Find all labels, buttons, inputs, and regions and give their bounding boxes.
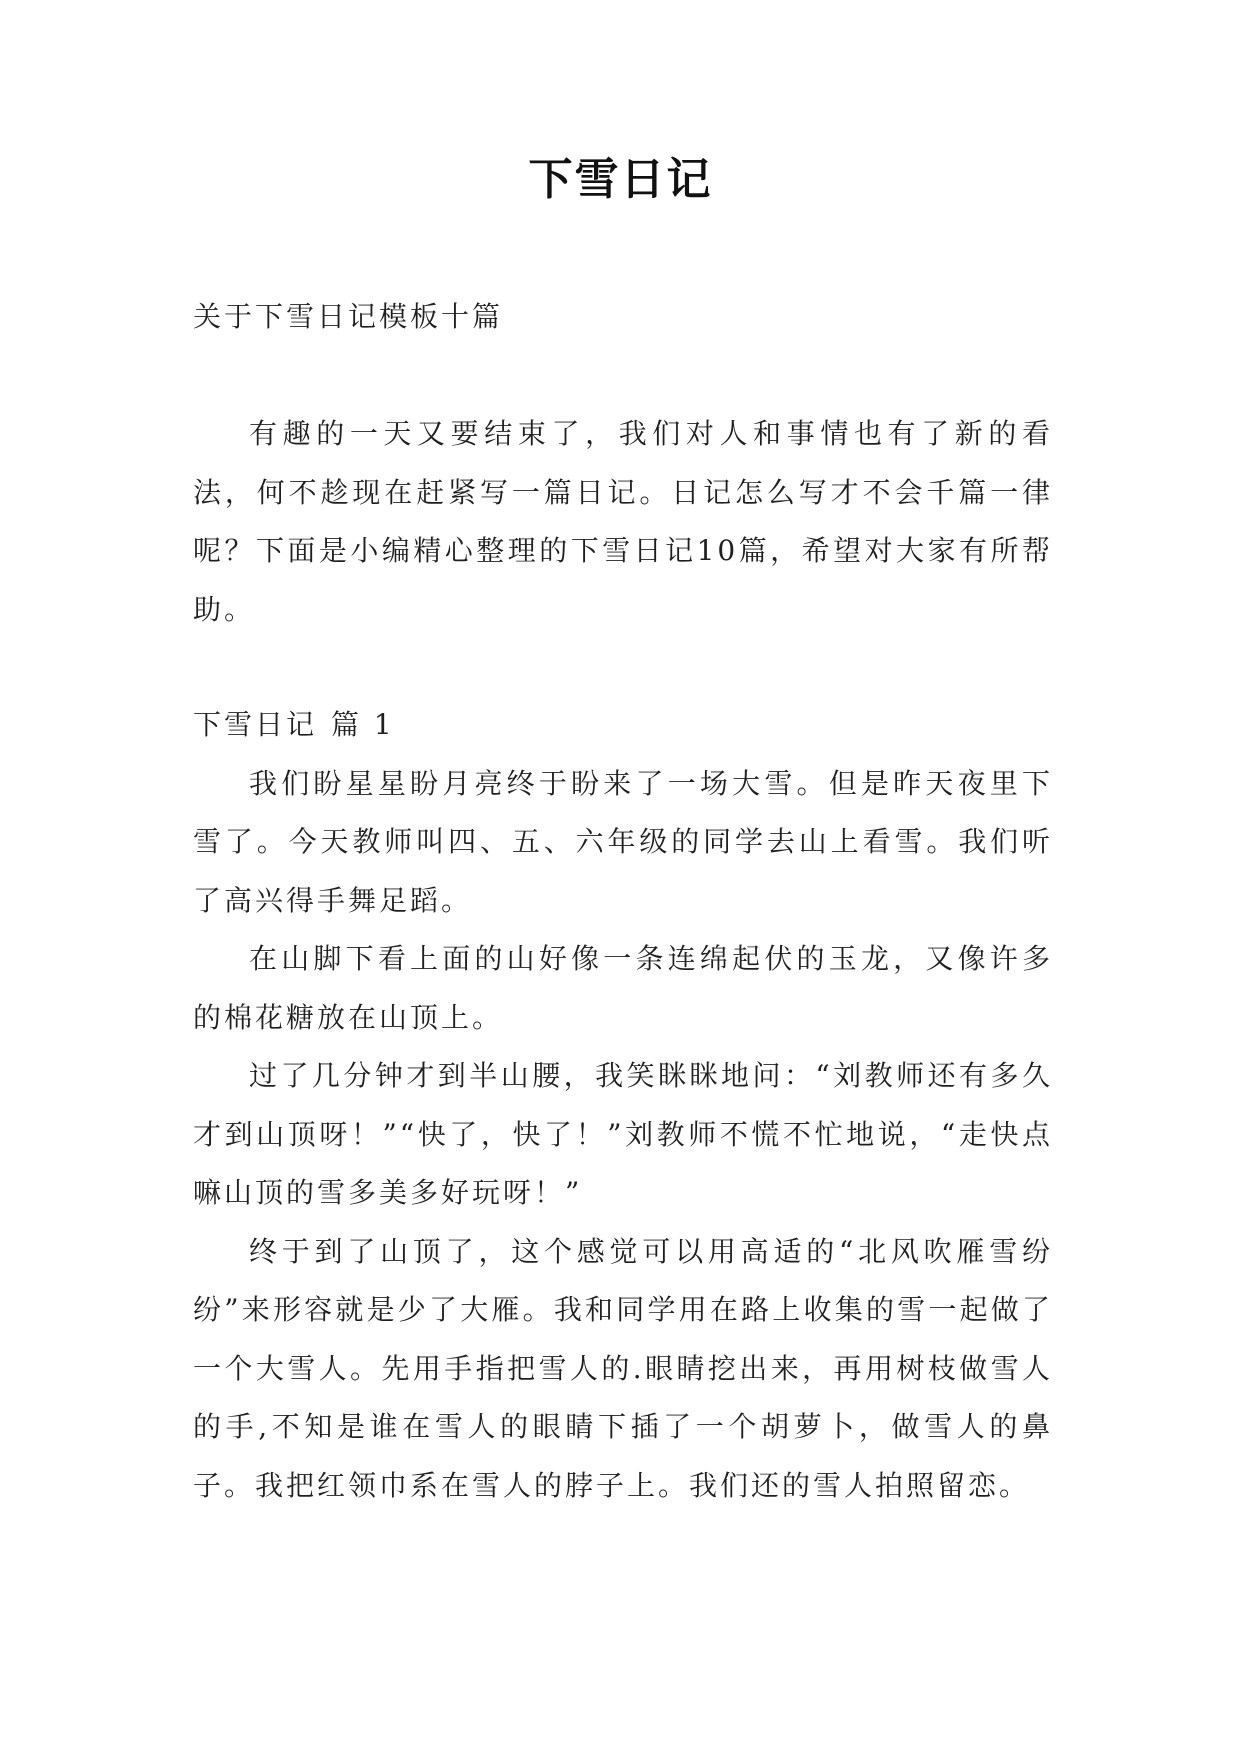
section-heading-number: 篇 1 <box>331 708 395 741</box>
section-paragraph: 我们盼星星盼月亮终于盼来了一场大雪。但是昨天夜里下雪了。今天教师叫四、五、六年级的同学去山上看雪。我们听了高兴得手舞足蹈。 <box>193 766 1053 917</box>
diary-section-1 <box>193 696 1053 1515</box>
section-heading <box>193 696 1053 755</box>
section-paragraph: 终于到了山顶了，这个感觉可以用高适的“北风吹雁雪纷纷”来形容就是少了大雁。我和同学用在路上收集的雪一起做了一个大雪人。先用手指把雪人的.眼睛挖出来，再用树枝做雪人的手,不知是谁在雪人的眼睛下插了一个胡萝卜，做雪人的鼻子。我把红领巾系在雪人的脖子上。我们还的雪人拍照留恋。 <box>193 1234 1053 1502</box>
intro-paragraph: 有趣的一天又要结束了，我们对人和事情也有了新的看法，何不趁现在赶紧写一篇日记。日记怎么写才不会千篇一律呢？下面是小编精心整理的下雪日记10篇，希望对大家有所帮助。 <box>193 417 1053 626</box>
section-paragraph: 在山脚下看上面的山好像一条连绵起伏的玉龙，又像许多的棉花糖放在山顶上。 <box>193 942 1053 1034</box>
section-heading-title: 下雪日记 <box>193 708 318 741</box>
section-paragraph: 过了几分钟才到半山腰，我笑眯眯地问：“刘教师还有多久才到山顶呀！”“快了，快了！”刘教师不慌不忙地说，“走快点嘛山顶的雪多美多好玩呀！” <box>193 1059 1053 1209</box>
document-subtitle: 关于下雪日记模板十篇 <box>193 300 504 333</box>
document-title: 下雪日记 <box>528 154 713 205</box>
